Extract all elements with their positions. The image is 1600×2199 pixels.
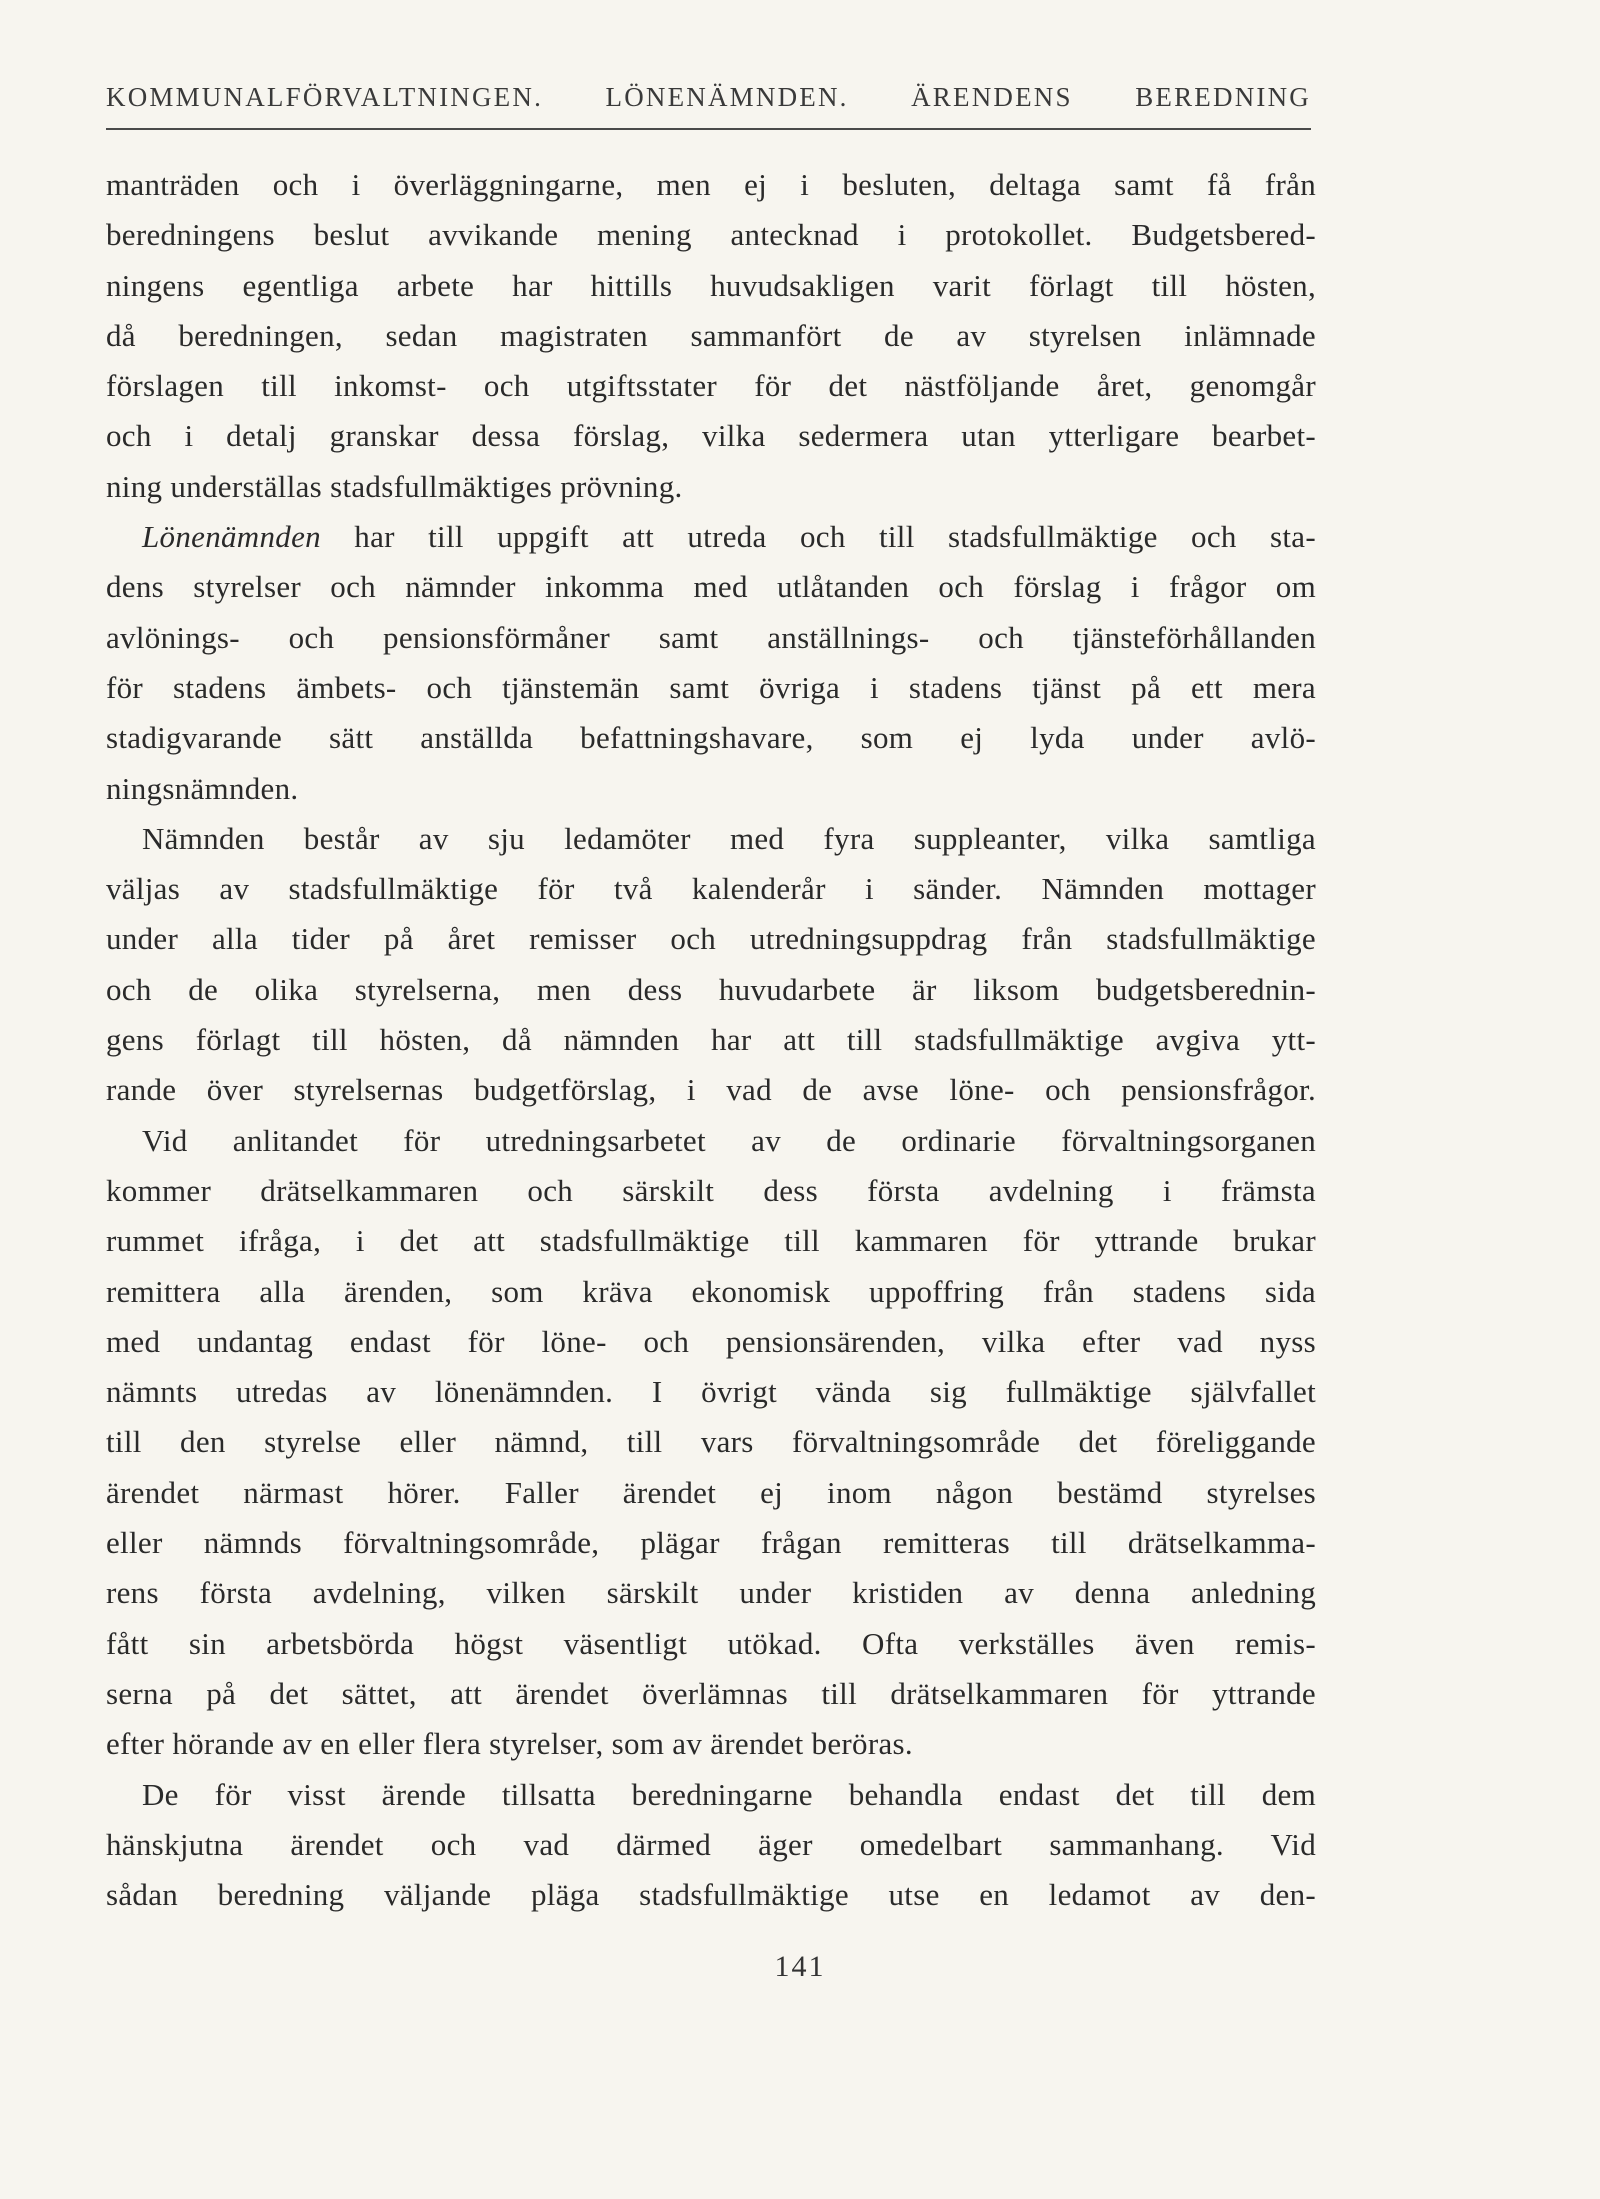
text-line: till den styrelse eller nämnd, till vars förvaltningsområde det föreliggande [106,1424,1316,1460]
text-line: fått sin arbetsbörda högst väsentligt utökad. Ofta verkställes även remis- [106,1625,1316,1661]
text-line: eller nämnds förvaltningsområde, plägar frågan remitteras till drätselkamma- [106,1525,1316,1561]
text-line: och de olika styrelserna, men dess huvudarbete är liksom budgetsberednin- [106,971,1316,1007]
paragraph-4 [106,1116,1316,1770]
text-line: sådan beredning väljande pläga stadsfullmäktige utse en ledamot av den- [106,1877,1316,1913]
text-line: beredningens beslut avvikande mening antecknad i protokollet. Budgetsbered- [106,217,1316,253]
text-line: under alla tider på året remisser och utredningsuppdrag från stadsfullmäktige [106,921,1316,957]
text-line: De för visst ärende tillsatta beredningarne behandla endast det till dem [142,1776,1316,1812]
text-line: ningsnämnden. [106,770,299,806]
text-line: efter hörande av en eller flera styrelser, som av ärendet beröras. [106,1726,913,1762]
text-line: ning underställas stadsfullmäktiges prövning. [106,468,683,504]
body-text [106,160,1316,1920]
text-line: väljas av stadsfullmäktige för två kalenderår i sänder. Nämnden mottager [106,871,1316,907]
text-line: för stadens ämbets- och tjänstemän samt övriga i stadens tjänst på ett mera [106,669,1316,705]
text-line: avlönings- och pensionsförmåner samt anställnings- och tjänsteförhållanden [106,619,1316,655]
text-line: förslagen till inkomst- och utgiftsstater för det nästföljande året, genomgår [106,368,1316,404]
text-line: och i detalj granskar dessa förslag, vilka sedermera utan ytterligare bearbet- [106,418,1316,454]
text-line: Vid anlitandet för utredningsarbetet av de ordinarie förvaltningsorganen [142,1122,1316,1158]
text-line: gens förlagt till hösten, då nämnden har att till stadsfullmäktige avgiva ytt- [106,1022,1316,1058]
page-number: 141 [774,1950,826,1983]
text-line: då beredningen, sedan magistraten sammanfört de av styrelsen inlämnade [106,317,1316,353]
paragraph-3 [106,814,1316,1116]
text-line: Nämnden består av sju ledamöter med fyra suppleanter, vilka samtliga [142,820,1316,856]
text-line: remittera alla ärenden, som kräva ekonomisk uppoffring från stadens sida [106,1273,1316,1309]
text-line: dens styrelser och nämnder inkomma med utlåtanden och förslag i frågor om [106,569,1316,605]
text-span: har till uppgift att utreda och till stadsfullmäktige och sta- [320,519,1316,555]
text-line: kommer drätselkammaren och särskilt dess första avdelning i främsta [106,1172,1316,1208]
text-line: stadigvarande sätt anställda befattningshavare, som ej lyda under avlö- [106,720,1316,756]
text-line: nämnts utredas av lönenämnden. I övrigt vända sig fullmäktige självfallet [106,1374,1316,1410]
text-line: rens första avdelning, vilken särskilt under kristiden av denna anledning [106,1575,1316,1611]
text-line: ningens egentliga arbete har hittills huvudsakligen varit förlagt till hösten, [106,267,1316,303]
text-line: ärendet närmast hörer. Faller ärendet ej inom någon bestämd styrelses [106,1474,1316,1510]
text-line: rande över styrelsernas budgetförslag, i vad de avse löne- och pensionsfrågor. [106,1072,1316,1108]
text-line: med undantag endast för löne- och pensionsärenden, vilka efter vad nyss [106,1323,1316,1359]
text-line: hänskjutna ärendet och vad därmed äger omedelbart sammanhang. Vid [106,1826,1316,1862]
paragraph-1 [106,160,1316,512]
running-head: KOMMUNALFÖRVALTNINGEN. LÖNENÄMNDEN. ÄRENDENS BEREDNING [106,82,1311,112]
text-line [106,512,1316,562]
paragraph-5 [106,1770,1316,1921]
italic-term: Lönenämnden [142,519,321,555]
text-line: manträden och i överläggningarne, men ej i besluten, deltaga samt få från [106,167,1316,202]
paragraph-2 [106,512,1316,814]
header-rule [106,128,1311,130]
text-line: rummet ifråga, i det att stadsfullmäktige till kammaren för yttrande brukar [106,1223,1316,1259]
text-line: serna på det sättet, att ärendet överlämnas till drätselkammaren för yttrande [106,1675,1316,1711]
